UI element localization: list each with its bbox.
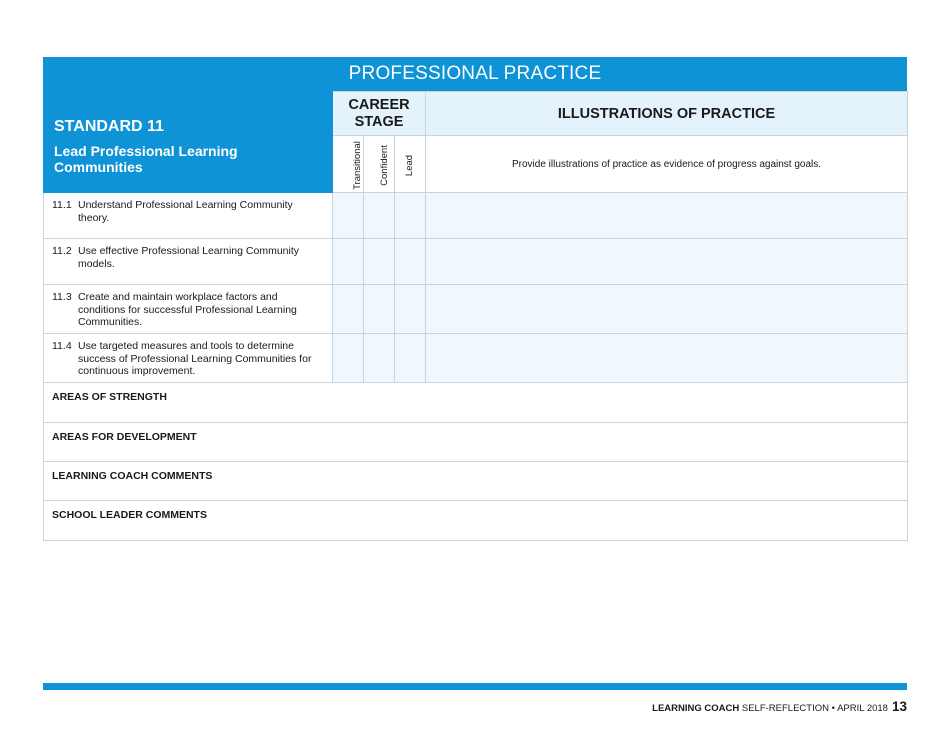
table-row (44, 193, 908, 239)
item-cell (44, 285, 333, 334)
reflection-form (43, 57, 907, 541)
stage-confident-label: Confident (378, 145, 390, 186)
illustrations-heading: ILLUSTRATIONS OF PRACTICE (426, 92, 908, 136)
page-footer (652, 699, 907, 714)
item-text: Use effective Professional Learning Community models. (78, 245, 299, 270)
illustration-entry-cell[interactable] (426, 193, 908, 239)
stage-lead-cell[interactable] (395, 193, 426, 239)
stage-confident-header (364, 136, 395, 193)
item-cell (44, 334, 333, 383)
career-stage-heading (333, 92, 426, 136)
school-leader-comments-section[interactable]: SCHOOL LEADER COMMENTS (44, 501, 908, 541)
areas-of-strength-section[interactable]: AREAS OF STRENGTH (44, 383, 908, 423)
table-row (44, 239, 908, 285)
areas-for-development-section[interactable]: AREAS FOR DEVELOPMENT (44, 423, 908, 462)
stage-transitional-cell[interactable] (333, 239, 364, 285)
stage-lead-header (395, 136, 426, 193)
stage-confident-cell[interactable] (364, 193, 395, 239)
illustration-entry-cell[interactable] (426, 334, 908, 383)
career-stage-heading-line1: CAREER (348, 96, 410, 113)
footer-separator: • (828, 703, 838, 714)
career-stage-heading-line2: STAGE (354, 113, 404, 130)
stage-transitional-label: Transitional (351, 141, 363, 190)
item-number: 11.3 (52, 291, 72, 303)
item-cell (44, 239, 333, 285)
standard-table (43, 91, 908, 541)
section-banner: PROFESSIONAL PRACTICE (43, 57, 907, 91)
standard-title: STANDARD 11 (54, 118, 164, 135)
stage-transitional-cell[interactable] (333, 285, 364, 334)
table-row (44, 285, 908, 334)
stage-confident-cell[interactable] (364, 285, 395, 334)
stage-lead-label: Lead (404, 154, 416, 177)
footer-accent-bar (43, 683, 907, 690)
item-cell (44, 193, 333, 239)
footer-doc-rest: SELF-REFLECTION (739, 703, 829, 714)
stage-lead-cell[interactable] (395, 285, 426, 334)
stage-confident-cell[interactable] (364, 239, 395, 285)
footer-doc-bold: LEARNING COACH (652, 703, 740, 714)
illustration-entry-cell[interactable] (426, 285, 908, 334)
standard-heading-cell (44, 92, 333, 193)
table-row (44, 334, 908, 383)
page-number: 13 (891, 699, 907, 714)
item-number: 11.1 (52, 199, 72, 211)
standard-subtitle: Lead Professional Learning Communities (54, 143, 238, 175)
item-number: 11.4 (52, 340, 72, 352)
item-text: Use targeted measures and tools to determine success of Professional Learning Communities for continuous improvement. (78, 340, 312, 377)
item-number: 11.2 (52, 245, 72, 257)
item-text: Understand Professional Learning Community theory. (78, 199, 293, 224)
stage-transitional-cell[interactable] (333, 334, 364, 383)
stage-lead-cell[interactable] (395, 239, 426, 285)
learning-coach-comments-section[interactable]: LEARNING COACH COMMENTS (44, 462, 908, 501)
footer-date: APRIL 2018 (837, 703, 888, 714)
stage-confident-cell[interactable] (364, 334, 395, 383)
stage-transitional-cell[interactable] (333, 193, 364, 239)
stage-lead-cell[interactable] (395, 334, 426, 383)
stage-transitional-header (333, 136, 364, 193)
illustration-entry-cell[interactable] (426, 239, 908, 285)
illustrations-prompt: Provide illustrations of practice as evidence of progress against goals. (426, 136, 908, 193)
item-text: Create and maintain workplace factors and conditions for successful Professional Learning Communities. (78, 291, 297, 328)
